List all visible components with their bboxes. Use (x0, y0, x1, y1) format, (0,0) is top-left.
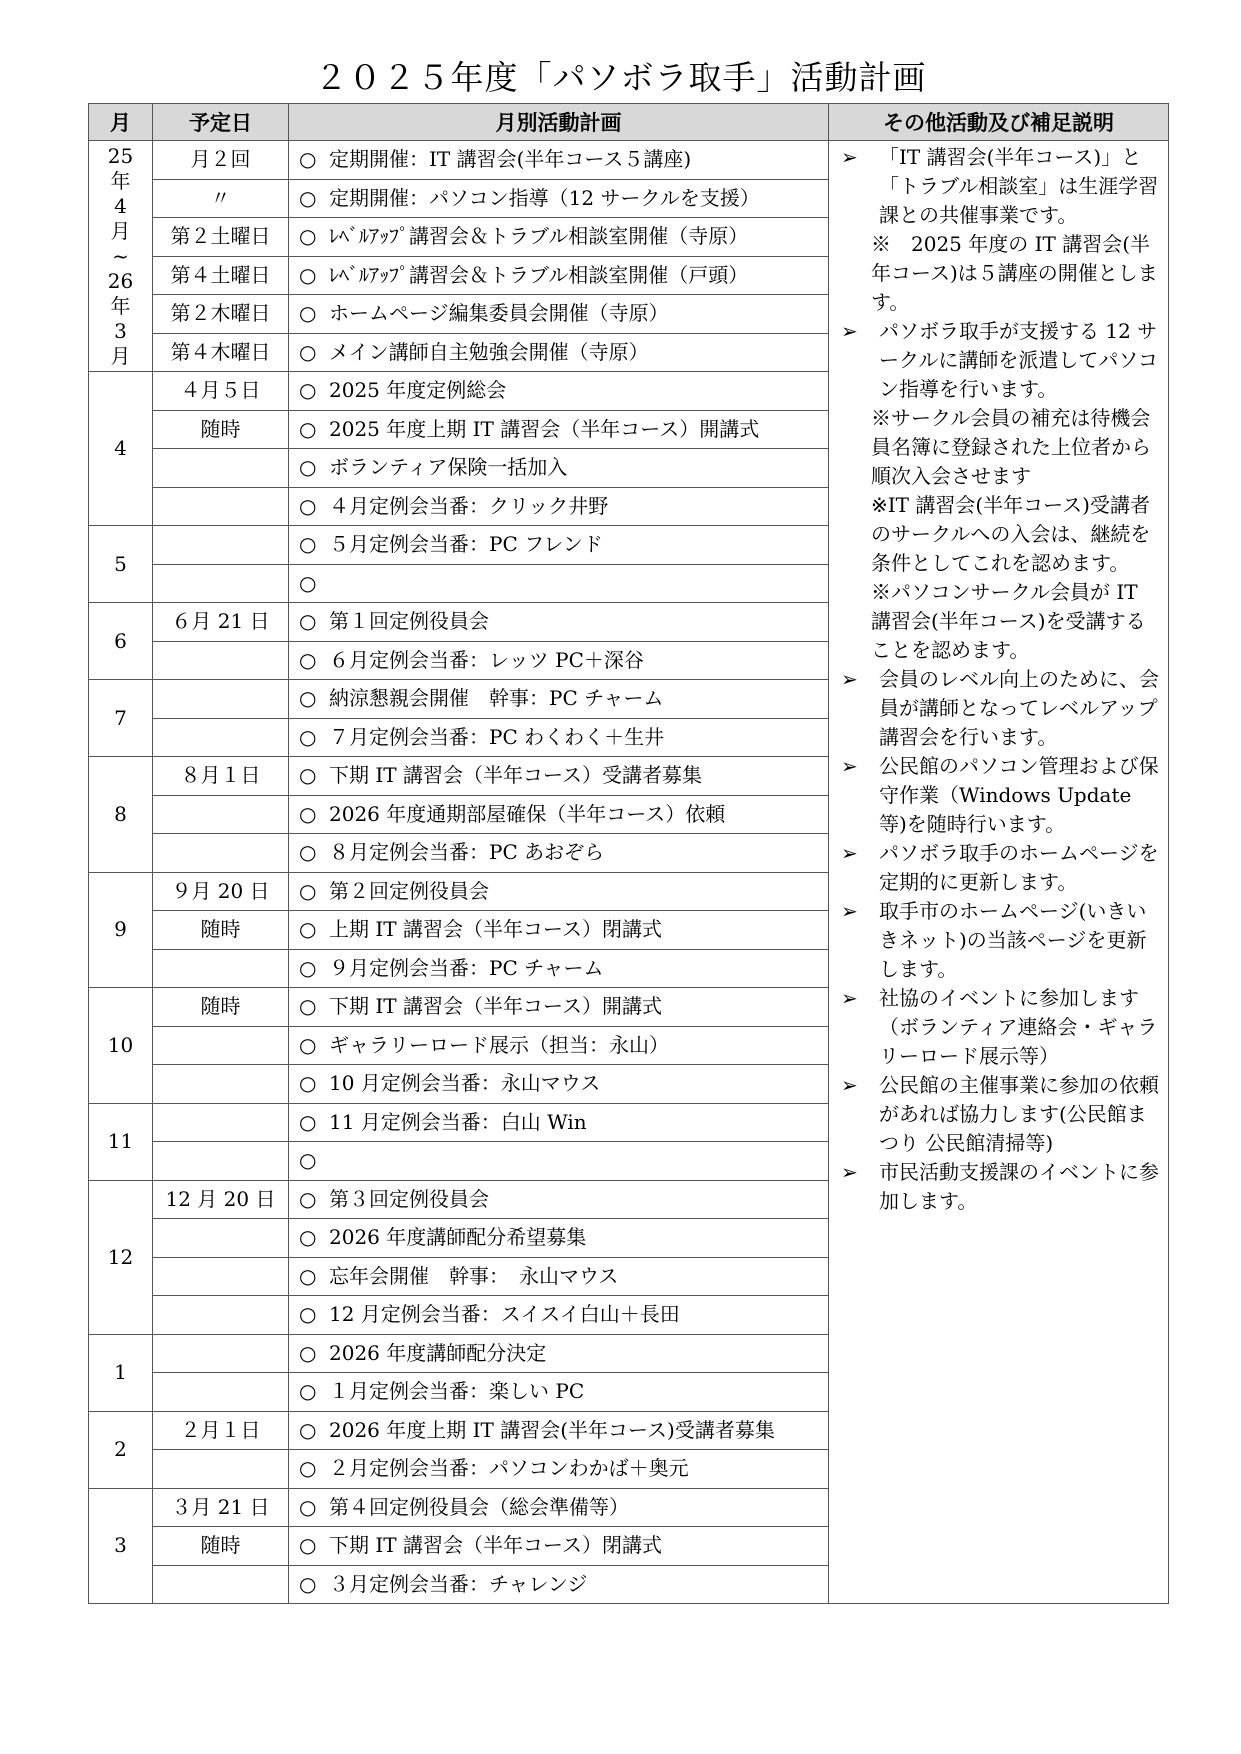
plan-item-text: ６月定例会当番：レッツ PC＋深谷 (329, 647, 644, 672)
plan-item (289, 1296, 829, 1335)
circle-mark-icon: ○ (299, 724, 317, 749)
plan-item (289, 333, 829, 372)
arrow-bullet-icon: ➢ (841, 667, 858, 691)
circle-mark-icon: ○ (299, 185, 317, 210)
plan-item (289, 680, 829, 719)
plan-date (153, 680, 289, 719)
circle-mark-icon: ○ (299, 609, 317, 634)
plan-item-text: ボランティア保険一括加入 (329, 455, 568, 480)
plan-item (289, 1450, 829, 1489)
plan-item-text: 納涼懇親会開催 幹事：PC チャーム (329, 686, 664, 711)
month-cell: 3 (89, 1488, 153, 1604)
circle-mark-icon: ○ (299, 1225, 317, 1250)
note-bullet-item (835, 752, 1162, 839)
month-cell: 8 (89, 757, 153, 873)
plan-item-text: 12 月定例会当番：スイスイ白山＋長田 (329, 1302, 680, 1327)
plan-date (153, 1065, 289, 1104)
plan-item (289, 911, 829, 950)
plan-item (289, 949, 829, 988)
plan-item (289, 1373, 829, 1412)
note-bullet-item (835, 1071, 1162, 1158)
plan-date (153, 834, 289, 873)
annual-period-char: 3 (114, 318, 127, 343)
plan-item-text: 10 月定例会当番：永山マウス (329, 1071, 601, 1096)
month-cell: 1 (89, 1334, 153, 1411)
plan-item-text: 2025 年度定例総会 (329, 378, 507, 403)
note-sub-item: ※サークル会員の補充は待機会員名簿に登録された上位者から順次入会させます (871, 406, 1151, 488)
plan-item-text: 2026 年度講師配分決定 (329, 1340, 547, 1365)
plan-item (289, 1142, 829, 1181)
plan-date (153, 1334, 289, 1373)
plan-date: 随時 (153, 1527, 289, 1566)
plan-item (289, 834, 829, 873)
circle-mark-icon: ○ (299, 1032, 317, 1057)
plan-item (289, 718, 829, 757)
plan-item-text: 第４回定例役員会（総会準備等） (329, 1494, 629, 1519)
plan-item (289, 410, 829, 449)
note-sub-item: ※IT 講習会(半年コース)受講者のサークルへの入会は、継続を条件としてこれを認めます。 (871, 493, 1151, 575)
arrow-bullet-icon: ➢ (841, 986, 858, 1010)
annual-period-char: ~ (112, 243, 129, 268)
plan-item (289, 641, 829, 680)
plan-date: ９月 20 日 (153, 872, 289, 911)
plan-item-text: ９月定例会当番：PC チャーム (329, 955, 604, 980)
plan-date (153, 1219, 289, 1258)
note-text: パソボラ取手のホームページを定期的に更新します。 (879, 841, 1159, 894)
header-row (89, 104, 1169, 141)
plan-date: 随時 (153, 410, 289, 449)
plan-item (289, 1103, 829, 1142)
arrow-bullet-icon: ➢ (841, 319, 858, 343)
plan-item-text: 11 月定例会当番：白山 Win (329, 1109, 587, 1134)
plan-date (153, 449, 289, 488)
plan-date: 月２回 (153, 141, 289, 180)
circle-mark-icon: ○ (299, 1148, 317, 1173)
annual-period-char: 26 (107, 268, 134, 293)
circle-mark-icon: ○ (299, 917, 317, 942)
plan-item (289, 564, 829, 603)
note-bullet-item (835, 143, 1162, 230)
circle-mark-icon: ○ (299, 147, 317, 172)
arrow-bullet-icon: ➢ (841, 1160, 858, 1184)
note-text: 公民館の主催事業に参加の依頼があれば協力します(公民館まつり 公民館清掃等) (879, 1073, 1159, 1155)
plan-item (289, 449, 829, 488)
plan-item (289, 1565, 829, 1604)
circle-mark-icon: ○ (299, 455, 317, 480)
note-bullet-item (835, 317, 1162, 404)
plan-date: 第２木曜日 (153, 295, 289, 334)
note-bullet-item (835, 897, 1162, 984)
arrow-bullet-icon: ➢ (841, 1073, 858, 1097)
plan-item-text: ﾚﾍﾞﾙｱｯﾌﾟ講習会＆トラブル相談室開催（寺原） (329, 224, 749, 249)
circle-mark-icon: ○ (299, 1071, 317, 1096)
plan-item-text: 2026 年度講師配分希望募集 (329, 1225, 587, 1250)
month-cell-annual (89, 141, 153, 372)
plan-item-text: 第１回定例役員会 (329, 609, 489, 634)
plan-date (153, 1026, 289, 1065)
plan-item (289, 1527, 829, 1566)
plan-item-text: ギャラリーロード展示（担当：永山） (329, 1032, 669, 1057)
circle-mark-icon: ○ (299, 955, 317, 980)
note-text: 取手市のホームページ(いきいきネット)の当該ページを更新します。 (879, 899, 1147, 981)
plan-item-text: 2026 年度通期部屋確保（半年コース）依頼 (329, 801, 726, 826)
plan-date: 第２土曜日 (153, 218, 289, 257)
circle-mark-icon: ○ (299, 1379, 317, 1404)
plan-date (153, 1450, 289, 1489)
plan-item (289, 179, 829, 218)
note-text: 市民活動支援課のイベントに参加します。 (879, 1160, 1159, 1213)
plan-date: 12 月 20 日 (153, 1180, 289, 1219)
plan-item-text: 2025 年度上期 IT 講習会（半年コース）開講式 (329, 416, 760, 441)
plan-date (153, 1142, 289, 1181)
month-cell: 10 (89, 988, 153, 1104)
plan-item (289, 1065, 829, 1104)
circle-mark-icon: ○ (299, 840, 317, 865)
month-cell: 9 (89, 872, 153, 988)
plan-item (289, 372, 829, 411)
month-cell: 11 (89, 1103, 153, 1180)
annual-period (89, 144, 152, 369)
note-bullet-item (835, 665, 1162, 752)
plan-item (289, 757, 829, 796)
plan-item-text: 第２回定例役員会 (329, 878, 489, 903)
header-month: 月 (89, 104, 153, 141)
plan-date (153, 1103, 289, 1142)
plan-item-text: 忘年会開催 幹事： 永山マウス (329, 1263, 619, 1288)
circle-mark-icon: ○ (299, 1340, 317, 1365)
plan-item (289, 603, 829, 642)
header-plan: 月別活動計画 (289, 104, 829, 141)
plan-date (153, 1296, 289, 1335)
plan-item (289, 487, 829, 526)
circle-mark-icon: ○ (299, 1109, 317, 1134)
plan-date: 第４土曜日 (153, 256, 289, 295)
plan-item-text: 下期 IT 講習会（半年コース）閉講式 (329, 1533, 662, 1558)
plan-item (289, 1180, 829, 1219)
plan-item-text: ホームページ編集委員会開催（寺原） (329, 301, 669, 326)
circle-mark-icon: ○ (299, 339, 317, 364)
circle-mark-icon: ○ (299, 1302, 317, 1327)
plan-item-text: ８月定例会当番：PC あおぞら (329, 840, 605, 865)
note-sub-item: ※パソコンサークル会員が IT 講習会(半年コース)を受講することを認めます。 (871, 580, 1146, 662)
annual-period-char: 月 (110, 343, 131, 368)
plan-date (153, 1565, 289, 1604)
circle-mark-icon: ○ (299, 416, 317, 441)
circle-mark-icon: ○ (299, 878, 317, 903)
plan-item-text: 下期 IT 講習会（半年コース）開講式 (329, 994, 662, 1019)
circle-mark-icon: ○ (299, 301, 317, 326)
annual-period-char: 4 (114, 193, 127, 218)
side-notes (829, 141, 1169, 1604)
plan-item (289, 1219, 829, 1258)
circle-mark-icon: ○ (299, 647, 317, 672)
circle-mark-icon: ○ (299, 1571, 317, 1596)
plan-item-text: 下期 IT 講習会（半年コース）受講者募集 (329, 763, 702, 788)
circle-mark-icon: ○ (299, 1533, 317, 1558)
month-cell: 6 (89, 603, 153, 680)
annual-period-char: 月 (110, 218, 131, 243)
plan-date (153, 795, 289, 834)
circle-mark-icon: ○ (299, 1456, 317, 1481)
note-bullet-item (835, 984, 1162, 1071)
note-bullet-item (835, 1158, 1162, 1216)
activity-plan-table (88, 103, 1169, 1604)
note-text: 「IT 講習会(半年コース)」と「トラブル相談室」は生涯学習課との共催事業です。 (879, 145, 1159, 227)
plan-item (289, 256, 829, 295)
plan-date (153, 1257, 289, 1296)
plan-date (153, 949, 289, 988)
circle-mark-icon: ○ (299, 801, 317, 826)
plan-date (153, 487, 289, 526)
plan-item-text: 第３回定例役員会 (329, 1186, 489, 1211)
plan-item-text: ３月定例会当番：チャレンジ (329, 1571, 588, 1596)
plan-item (289, 1026, 829, 1065)
plan-item (289, 1411, 829, 1450)
arrow-bullet-icon: ➢ (841, 841, 858, 865)
plan-item (289, 1257, 829, 1296)
plan-item-text: 上期 IT 講習会（半年コース）閉講式 (329, 917, 662, 942)
plan-item (289, 1488, 829, 1527)
plan-date (153, 1373, 289, 1412)
plan-item (289, 526, 829, 565)
plan-date: 〃 (153, 179, 289, 218)
circle-mark-icon: ○ (299, 570, 317, 595)
plan-item-text: ４月定例会当番：クリック井野 (329, 493, 609, 518)
month-cell: 12 (89, 1180, 153, 1334)
circle-mark-icon: ○ (299, 493, 317, 518)
plan-item (289, 295, 829, 334)
annual-period-char: 年 (110, 293, 131, 318)
plan-item-text: ７月定例会当番：PC わくわく＋生井 (329, 724, 665, 749)
arrow-bullet-icon: ➢ (841, 754, 858, 778)
plan-date (153, 641, 289, 680)
plan-date (153, 564, 289, 603)
circle-mark-icon: ○ (299, 686, 317, 711)
plan-date (153, 718, 289, 757)
note-text: 公民館のパソコン管理および保守作業（Windows Update 等)を随時行います。 (879, 754, 1159, 836)
header-date: 予定日 (153, 104, 289, 141)
note-text: 会員のレベル向上のために、会員が講師となってレベルアップ講習会を行います。 (879, 667, 1159, 749)
month-cell: 4 (89, 372, 153, 526)
circle-mark-icon: ○ (299, 532, 317, 557)
plan-item-text: １月定例会当番：楽しい PC (329, 1379, 585, 1404)
plan-item-text: 2026 年度上期 IT 講習会(半年コース)受講者募集 (329, 1417, 775, 1442)
plan-date: 随時 (153, 911, 289, 950)
plan-item-text: ﾚﾍﾞﾙｱｯﾌﾟ講習会＆トラブル相談室開催（戸頭） (329, 262, 749, 287)
plan-date: ６月 21 日 (153, 603, 289, 642)
circle-mark-icon: ○ (299, 994, 317, 1019)
plan-item-text: 定期開催：パソコン指導（12 サークルを支援） (329, 185, 760, 210)
month-cell: 2 (89, 1411, 153, 1488)
plan-item (289, 795, 829, 834)
header-other: その他活動及び補足説明 (829, 104, 1169, 141)
note-sub-item: ※ 2025 年度の IT 講習会(半年コース)は５講座の開催とします。 (871, 232, 1158, 314)
arrow-bullet-icon: ➢ (841, 145, 858, 169)
plan-item (289, 218, 829, 257)
arrow-bullet-icon: ➢ (841, 899, 858, 923)
page-title: ２０２５年度「パソボラ取手」活動計画 (314, 58, 927, 97)
plan-item-text: メイン講師自主勉強会開催（寺原） (329, 339, 649, 364)
circle-mark-icon: ○ (299, 224, 317, 249)
plan-item (289, 988, 829, 1027)
month-cell: 7 (89, 680, 153, 757)
table-row (89, 141, 1169, 180)
plan-item (289, 141, 829, 180)
plan-item-text: ５月定例会当番：PC フレンド (329, 532, 603, 557)
circle-mark-icon: ○ (299, 1186, 317, 1211)
plan-item-text: ２月定例会当番：パソコンわかば＋奥元 (329, 1456, 689, 1481)
circle-mark-icon: ○ (299, 1263, 317, 1288)
annual-period-char: 25 (107, 143, 134, 168)
plan-date: 第４木曜日 (153, 333, 289, 372)
note-text: パソボラ取手が支援する 12 サークルに講師を派遣してパソコン指導を行います。 (879, 319, 1158, 401)
plan-item (289, 1334, 829, 1373)
plan-date: ４月５日 (153, 372, 289, 411)
plan-date: ２月１日 (153, 1411, 289, 1450)
plan-item-text: 定期開催：IT 講習会(半年コース５講座) (329, 147, 692, 172)
plan-date (153, 526, 289, 565)
plan-item (289, 872, 829, 911)
plan-date: 随時 (153, 988, 289, 1027)
note-text: 社協のイベントに参加します（ボランティア連絡会・ギャラリーロード展示等） (879, 986, 1158, 1068)
annual-period-char: 年 (110, 168, 131, 193)
note-bullet-item (835, 839, 1162, 897)
circle-mark-icon: ○ (299, 1417, 317, 1442)
circle-mark-icon: ○ (299, 763, 317, 788)
plan-date: ３月 21 日 (153, 1488, 289, 1527)
month-cell: 5 (89, 526, 153, 603)
circle-mark-icon: ○ (299, 378, 317, 403)
circle-mark-icon: ○ (299, 1494, 317, 1519)
circle-mark-icon: ○ (299, 262, 317, 287)
plan-date: ８月１日 (153, 757, 289, 796)
